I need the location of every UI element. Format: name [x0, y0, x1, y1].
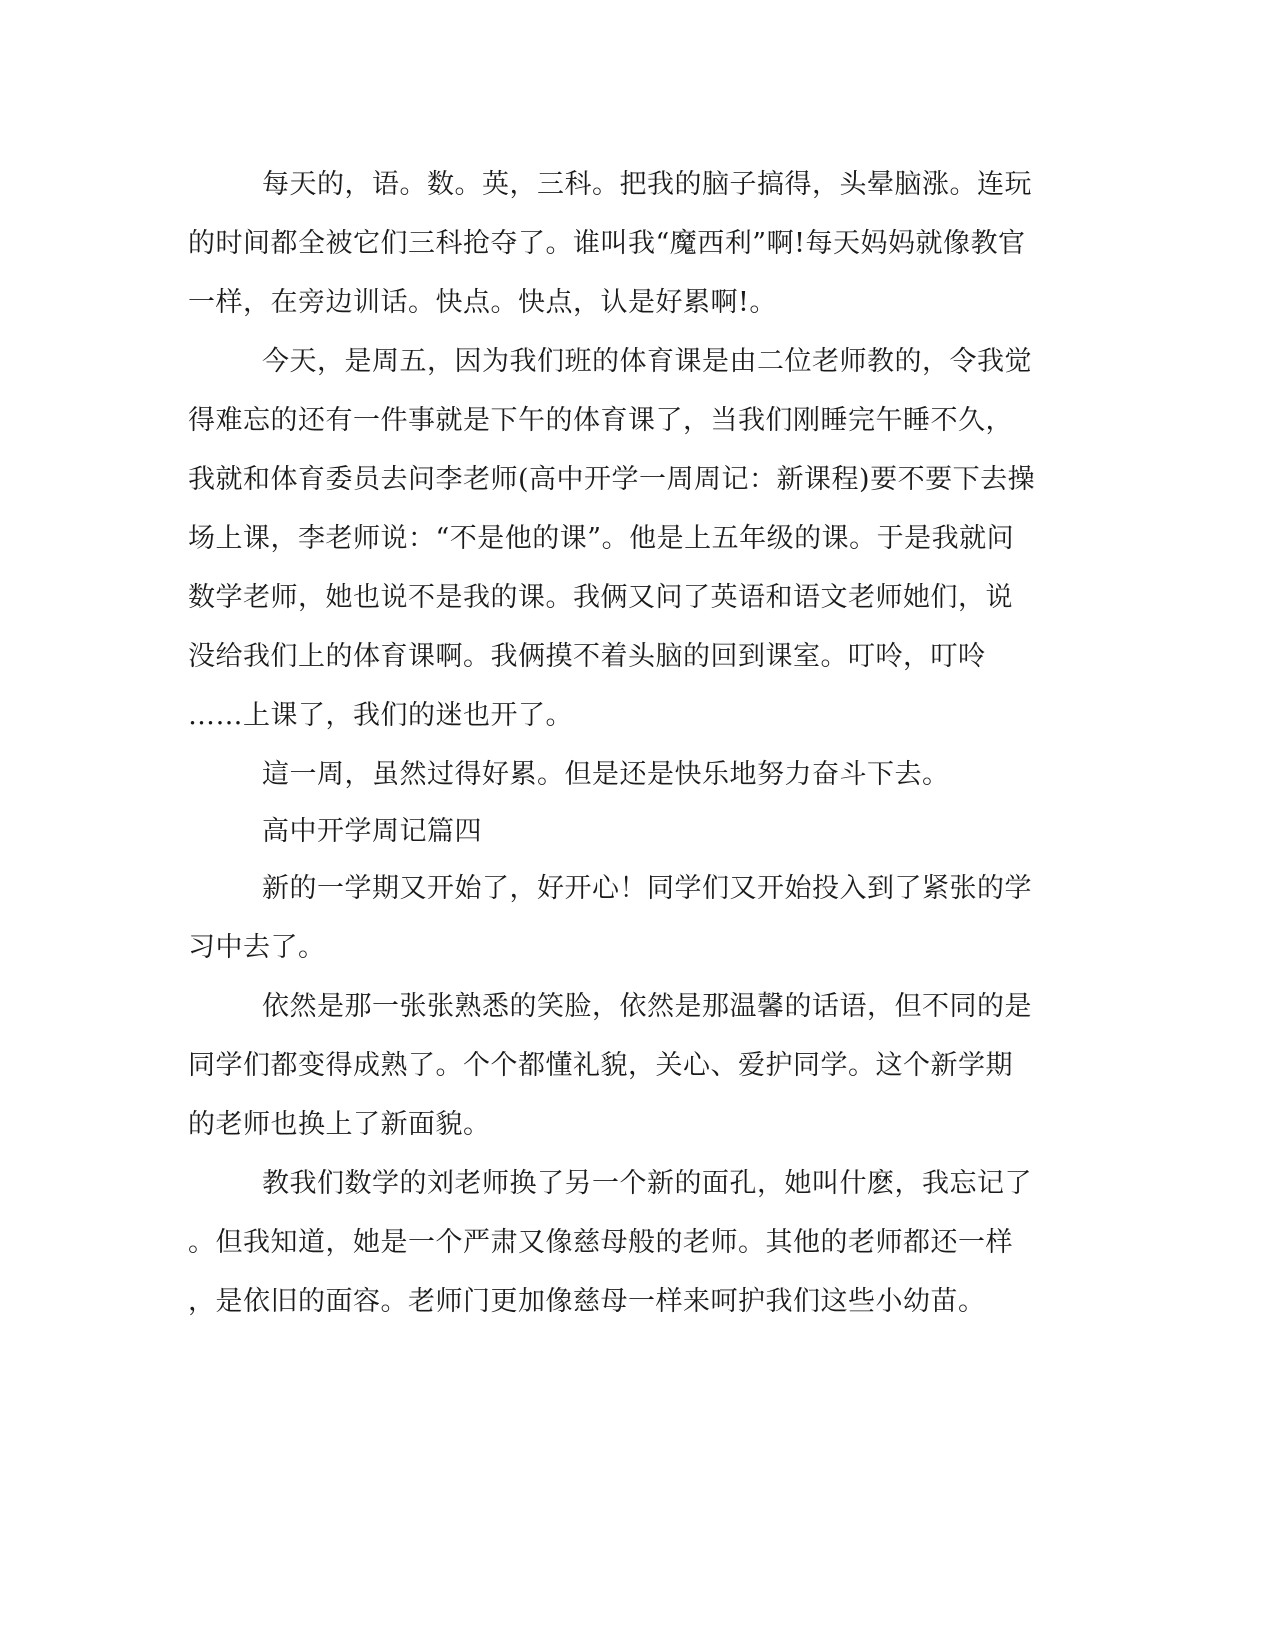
- paragraph-6-line-3: ，是依旧的面容。老师门更加像慈母一样来呵护我们这些小幼苗。: [188, 1286, 986, 1317]
- paragraph-5-line-3: 的老师也换上了新面貌。: [188, 1109, 491, 1140]
- paragraph-2-line-3: 我就和体育委员去问李老师(高中开学一周周记：新课程)要不要下去操: [188, 464, 1036, 495]
- paragraph-3-line-1: 這一周，虽然过得好累。但是还是快乐地努力奋斗下去。: [262, 759, 950, 790]
- paragraph-6-line-1: 教我们数学的刘老师换了另一个新的面孔，她叫什麽，我忘记了: [262, 1168, 1032, 1199]
- paragraph-2-line-4: 场上课，李老师说：“不是他的课”。他是上五年级的课。于是我就问: [188, 523, 1015, 554]
- paragraph-2-line-2: 得难忘的还有一件事就是下午的体育课了，当我们刚睡完午睡不久，: [188, 405, 1013, 436]
- paragraph-5-line-2: 同学们都变得成熟了。个个都懂礼貌，关心、爱护同学。这个新学期: [188, 1050, 1013, 1081]
- paragraph-2-line-7: ……上课了，我们的迷也开了。: [188, 700, 573, 731]
- paragraph-4-line-1: 新的一学期又开始了，好开心！同学们又开始投入到了紧张的学: [262, 873, 1032, 904]
- paragraph-2-line-1: 今天，是周五，因为我们班的体育课是由二位老师教的，令我觉: [262, 346, 1032, 377]
- paragraph-1-line-2: 的时间都全被它们三科抢夺了。谁叫我“魔西利”啊!每天妈妈就像教官: [188, 228, 1026, 259]
- paragraph-1-line-1: 每天的，语。数。英，三科。把我的脑子搞得，头晕脑涨。连玩: [262, 169, 1032, 200]
- paragraph-5-line-1: 依然是那一张张熟悉的笑脸，依然是那温馨的话语，但不同的是: [262, 991, 1032, 1022]
- paragraph-1-line-3: 一样，在旁边训话。快点。快点，认是好累啊!。: [188, 287, 777, 318]
- paragraph-2-line-5: 数学老师，她也说不是我的课。我俩又问了英语和语文老师她们，说: [188, 582, 1013, 613]
- section-heading: 高中开学周记篇四: [262, 816, 482, 847]
- paragraph-6-line-2: 。但我知道，她是一个严肃又像慈母般的老师。其他的老师都还一样: [188, 1227, 1013, 1258]
- paragraph-4-line-2: 习中去了。: [188, 932, 326, 963]
- paragraph-2-line-6: 没给我们上的体育课啊。我俩摸不着头脑的回到课室。叮呤，叮呤: [188, 641, 986, 672]
